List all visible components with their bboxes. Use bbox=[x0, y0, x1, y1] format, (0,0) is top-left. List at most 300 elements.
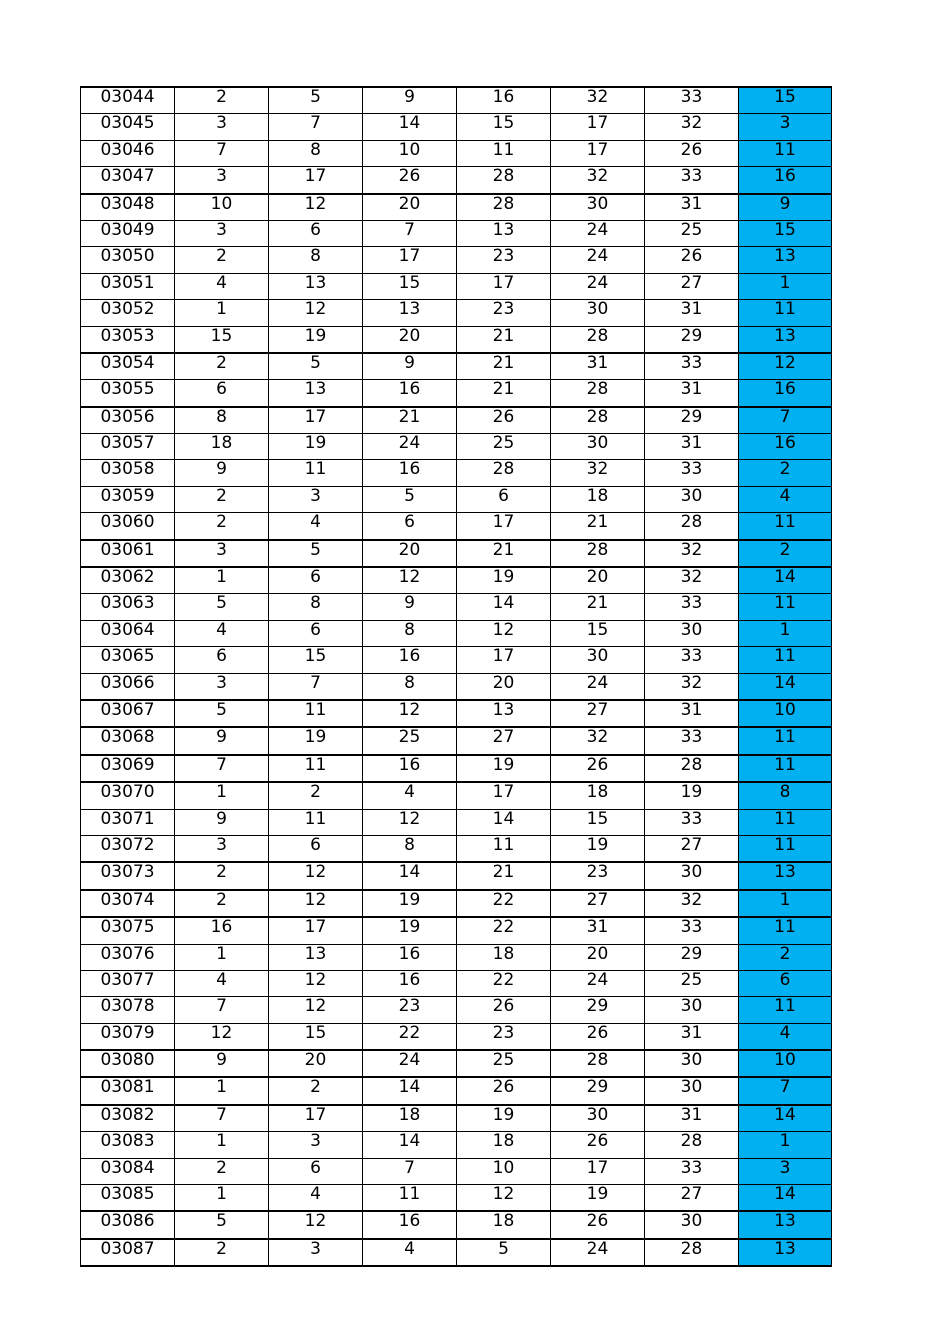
number-6-cell: 30 bbox=[645, 620, 739, 646]
number-6-cell: 28 bbox=[645, 1132, 739, 1158]
bonus-number-cell: 1 bbox=[739, 620, 832, 646]
number-6-cell: 30 bbox=[645, 862, 739, 889]
number-2-cell: 13 bbox=[269, 944, 363, 970]
number-4-cell: 11 bbox=[457, 835, 551, 862]
table-row bbox=[81, 87, 832, 114]
number-2-cell: 8 bbox=[269, 140, 363, 166]
table-row bbox=[81, 513, 832, 540]
number-6-cell: 31 bbox=[645, 1023, 739, 1050]
number-5-cell: 24 bbox=[551, 220, 645, 246]
number-3-cell: 12 bbox=[363, 567, 457, 594]
issue-number-cell: 03058 bbox=[81, 460, 175, 486]
number-3-cell: 13 bbox=[363, 300, 457, 326]
number-1-cell: 3 bbox=[175, 540, 269, 567]
number-4-cell: 17 bbox=[457, 273, 551, 299]
number-4-cell: 22 bbox=[457, 970, 551, 996]
number-5-cell: 26 bbox=[551, 1211, 645, 1238]
number-3-cell: 20 bbox=[363, 540, 457, 567]
issue-number-cell: 03082 bbox=[81, 1105, 175, 1132]
number-6-cell: 26 bbox=[645, 247, 739, 273]
number-6-cell: 31 bbox=[645, 194, 739, 221]
number-6-cell: 32 bbox=[645, 540, 739, 567]
issue-number-cell: 03066 bbox=[81, 673, 175, 700]
issue-number-cell: 03053 bbox=[81, 326, 175, 353]
issue-number-cell: 03047 bbox=[81, 167, 175, 194]
table-row bbox=[81, 486, 832, 512]
bonus-number-cell: 1 bbox=[739, 1132, 832, 1158]
number-2-cell: 19 bbox=[269, 434, 363, 460]
number-2-cell: 7 bbox=[269, 114, 363, 140]
number-1-cell: 10 bbox=[175, 194, 269, 221]
table-row bbox=[81, 997, 832, 1023]
number-5-cell: 28 bbox=[551, 380, 645, 407]
bonus-number-cell: 13 bbox=[739, 326, 832, 353]
number-1-cell: 15 bbox=[175, 326, 269, 353]
number-1-cell: 9 bbox=[175, 1050, 269, 1077]
number-4-cell: 25 bbox=[457, 1050, 551, 1077]
number-1-cell: 1 bbox=[175, 300, 269, 326]
bonus-number-cell: 11 bbox=[739, 809, 832, 835]
number-3-cell: 12 bbox=[363, 809, 457, 835]
number-4-cell: 18 bbox=[457, 1211, 551, 1238]
number-3-cell: 19 bbox=[363, 917, 457, 944]
table-row bbox=[81, 809, 832, 835]
number-4-cell: 26 bbox=[457, 997, 551, 1023]
number-3-cell: 6 bbox=[363, 513, 457, 540]
number-3-cell: 15 bbox=[363, 273, 457, 299]
bonus-number-cell: 2 bbox=[739, 460, 832, 486]
issue-number-cell: 03046 bbox=[81, 140, 175, 166]
issue-number-cell: 03086 bbox=[81, 1211, 175, 1238]
number-5-cell: 29 bbox=[551, 997, 645, 1023]
number-1-cell: 16 bbox=[175, 917, 269, 944]
table-row bbox=[81, 434, 832, 460]
number-6-cell: 27 bbox=[645, 273, 739, 299]
number-1-cell: 9 bbox=[175, 460, 269, 486]
table-row bbox=[81, 755, 832, 782]
number-5-cell: 26 bbox=[551, 1023, 645, 1050]
number-4-cell: 14 bbox=[457, 809, 551, 835]
number-5-cell: 18 bbox=[551, 782, 645, 809]
number-5-cell: 21 bbox=[551, 513, 645, 540]
number-5-cell: 20 bbox=[551, 944, 645, 970]
number-4-cell: 19 bbox=[457, 567, 551, 594]
bonus-number-cell: 11 bbox=[739, 755, 832, 782]
issue-number-cell: 03083 bbox=[81, 1132, 175, 1158]
issue-number-cell: 03045 bbox=[81, 114, 175, 140]
number-6-cell: 28 bbox=[645, 513, 739, 540]
issue-number-cell: 03044 bbox=[81, 87, 175, 114]
number-4-cell: 28 bbox=[457, 194, 551, 221]
number-3-cell: 20 bbox=[363, 194, 457, 221]
number-5-cell: 30 bbox=[551, 647, 645, 673]
issue-number-cell: 03071 bbox=[81, 809, 175, 835]
issue-number-cell: 03075 bbox=[81, 917, 175, 944]
number-1-cell: 5 bbox=[175, 594, 269, 620]
issue-number-cell: 03056 bbox=[81, 407, 175, 434]
table-row bbox=[81, 540, 832, 567]
issue-number-cell: 03064 bbox=[81, 620, 175, 646]
table-row bbox=[81, 1158, 832, 1184]
number-1-cell: 4 bbox=[175, 273, 269, 299]
number-3-cell: 16 bbox=[363, 944, 457, 970]
number-1-cell: 6 bbox=[175, 380, 269, 407]
table-row bbox=[81, 594, 832, 620]
number-3-cell: 14 bbox=[363, 114, 457, 140]
number-4-cell: 17 bbox=[457, 513, 551, 540]
number-1-cell: 1 bbox=[175, 567, 269, 594]
number-1-cell: 3 bbox=[175, 114, 269, 140]
table-row bbox=[81, 1132, 832, 1158]
number-2-cell: 12 bbox=[269, 862, 363, 889]
number-6-cell: 27 bbox=[645, 835, 739, 862]
issue-number-cell: 03048 bbox=[81, 194, 175, 221]
bonus-number-cell: 13 bbox=[739, 862, 832, 889]
number-5-cell: 30 bbox=[551, 194, 645, 221]
number-1-cell: 3 bbox=[175, 673, 269, 700]
number-4-cell: 28 bbox=[457, 167, 551, 194]
number-1-cell: 4 bbox=[175, 620, 269, 646]
number-6-cell: 31 bbox=[645, 700, 739, 727]
number-2-cell: 11 bbox=[269, 809, 363, 835]
issue-number-cell: 03059 bbox=[81, 486, 175, 512]
number-5-cell: 26 bbox=[551, 755, 645, 782]
issue-number-cell: 03061 bbox=[81, 540, 175, 567]
number-6-cell: 33 bbox=[645, 460, 739, 486]
issue-number-cell: 03069 bbox=[81, 755, 175, 782]
bonus-number-cell: 16 bbox=[739, 434, 832, 460]
number-3-cell: 16 bbox=[363, 1211, 457, 1238]
number-1-cell: 18 bbox=[175, 434, 269, 460]
number-3-cell: 9 bbox=[363, 594, 457, 620]
table-row bbox=[81, 890, 832, 917]
number-1-cell: 5 bbox=[175, 700, 269, 727]
bonus-number-cell: 9 bbox=[739, 194, 832, 221]
number-5-cell: 24 bbox=[551, 673, 645, 700]
bonus-number-cell: 13 bbox=[739, 247, 832, 273]
number-3-cell: 24 bbox=[363, 1050, 457, 1077]
number-2-cell: 7 bbox=[269, 673, 363, 700]
number-2-cell: 4 bbox=[269, 1185, 363, 1212]
bonus-number-cell: 13 bbox=[739, 1211, 832, 1238]
table-row bbox=[81, 700, 832, 727]
number-3-cell: 16 bbox=[363, 647, 457, 673]
number-1-cell: 2 bbox=[175, 862, 269, 889]
table-row bbox=[81, 407, 832, 434]
number-6-cell: 31 bbox=[645, 380, 739, 407]
bonus-number-cell: 11 bbox=[739, 727, 832, 754]
number-2-cell: 20 bbox=[269, 1050, 363, 1077]
number-1-cell: 1 bbox=[175, 1077, 269, 1104]
number-1-cell: 5 bbox=[175, 1211, 269, 1238]
number-1-cell: 7 bbox=[175, 1105, 269, 1132]
number-4-cell: 21 bbox=[457, 326, 551, 353]
number-5-cell: 30 bbox=[551, 434, 645, 460]
bonus-number-cell: 1 bbox=[739, 273, 832, 299]
number-5-cell: 20 bbox=[551, 567, 645, 594]
number-1-cell: 6 bbox=[175, 647, 269, 673]
bonus-number-cell: 4 bbox=[739, 1023, 832, 1050]
number-4-cell: 6 bbox=[457, 486, 551, 512]
bonus-number-cell: 14 bbox=[739, 567, 832, 594]
number-1-cell: 12 bbox=[175, 1023, 269, 1050]
issue-number-cell: 03067 bbox=[81, 700, 175, 727]
number-4-cell: 23 bbox=[457, 1023, 551, 1050]
number-5-cell: 32 bbox=[551, 87, 645, 114]
number-4-cell: 21 bbox=[457, 540, 551, 567]
number-3-cell: 8 bbox=[363, 673, 457, 700]
number-2-cell: 11 bbox=[269, 755, 363, 782]
table-row bbox=[81, 460, 832, 486]
number-4-cell: 18 bbox=[457, 1132, 551, 1158]
number-4-cell: 23 bbox=[457, 247, 551, 273]
number-6-cell: 32 bbox=[645, 890, 739, 917]
number-4-cell: 14 bbox=[457, 594, 551, 620]
issue-number-cell: 03057 bbox=[81, 434, 175, 460]
number-2-cell: 12 bbox=[269, 1211, 363, 1238]
number-5-cell: 31 bbox=[551, 353, 645, 380]
number-2-cell: 17 bbox=[269, 1105, 363, 1132]
issue-number-cell: 03068 bbox=[81, 727, 175, 754]
issue-number-cell: 03079 bbox=[81, 1023, 175, 1050]
number-3-cell: 10 bbox=[363, 140, 457, 166]
issue-number-cell: 03073 bbox=[81, 862, 175, 889]
table-row bbox=[81, 114, 832, 140]
bonus-number-cell: 11 bbox=[739, 647, 832, 673]
bonus-number-cell: 13 bbox=[739, 1239, 832, 1266]
bonus-number-cell: 3 bbox=[739, 1158, 832, 1184]
table-body bbox=[81, 87, 832, 1266]
issue-number-cell: 03054 bbox=[81, 353, 175, 380]
bonus-number-cell: 16 bbox=[739, 380, 832, 407]
number-5-cell: 28 bbox=[551, 1050, 645, 1077]
table-row bbox=[81, 1185, 832, 1212]
number-6-cell: 33 bbox=[645, 647, 739, 673]
number-6-cell: 31 bbox=[645, 300, 739, 326]
issue-number-cell: 03084 bbox=[81, 1158, 175, 1184]
number-3-cell: 5 bbox=[363, 486, 457, 512]
issue-number-cell: 03085 bbox=[81, 1185, 175, 1212]
bonus-number-cell: 11 bbox=[739, 140, 832, 166]
number-2-cell: 3 bbox=[269, 486, 363, 512]
number-3-cell: 24 bbox=[363, 434, 457, 460]
number-1-cell: 2 bbox=[175, 890, 269, 917]
number-3-cell: 7 bbox=[363, 220, 457, 246]
number-4-cell: 17 bbox=[457, 782, 551, 809]
number-3-cell: 14 bbox=[363, 1077, 457, 1104]
number-4-cell: 19 bbox=[457, 1105, 551, 1132]
number-5-cell: 24 bbox=[551, 970, 645, 996]
number-5-cell: 15 bbox=[551, 620, 645, 646]
number-2-cell: 4 bbox=[269, 513, 363, 540]
number-6-cell: 30 bbox=[645, 997, 739, 1023]
number-2-cell: 12 bbox=[269, 300, 363, 326]
number-2-cell: 5 bbox=[269, 540, 363, 567]
number-6-cell: 30 bbox=[645, 1050, 739, 1077]
number-2-cell: 13 bbox=[269, 273, 363, 299]
issue-number-cell: 03081 bbox=[81, 1077, 175, 1104]
number-6-cell: 33 bbox=[645, 594, 739, 620]
issue-number-cell: 03063 bbox=[81, 594, 175, 620]
table-row bbox=[81, 567, 832, 594]
bonus-number-cell: 15 bbox=[739, 220, 832, 246]
issue-number-cell: 03051 bbox=[81, 273, 175, 299]
number-4-cell: 21 bbox=[457, 353, 551, 380]
number-1-cell: 2 bbox=[175, 1158, 269, 1184]
table-row bbox=[81, 194, 832, 221]
table-row bbox=[81, 1050, 832, 1077]
number-6-cell: 32 bbox=[645, 114, 739, 140]
issue-number-cell: 03049 bbox=[81, 220, 175, 246]
number-5-cell: 32 bbox=[551, 167, 645, 194]
number-5-cell: 15 bbox=[551, 809, 645, 835]
table-row bbox=[81, 1077, 832, 1104]
bonus-number-cell: 7 bbox=[739, 407, 832, 434]
bonus-number-cell: 11 bbox=[739, 835, 832, 862]
bonus-number-cell: 8 bbox=[739, 782, 832, 809]
number-6-cell: 29 bbox=[645, 944, 739, 970]
number-1-cell: 1 bbox=[175, 1185, 269, 1212]
number-3-cell: 12 bbox=[363, 700, 457, 727]
number-4-cell: 25 bbox=[457, 434, 551, 460]
number-3-cell: 25 bbox=[363, 727, 457, 754]
table-row bbox=[81, 1211, 832, 1238]
number-4-cell: 21 bbox=[457, 862, 551, 889]
number-2-cell: 17 bbox=[269, 167, 363, 194]
number-2-cell: 5 bbox=[269, 87, 363, 114]
issue-number-cell: 03076 bbox=[81, 944, 175, 970]
issue-number-cell: 03055 bbox=[81, 380, 175, 407]
number-3-cell: 19 bbox=[363, 890, 457, 917]
number-3-cell: 16 bbox=[363, 460, 457, 486]
number-5-cell: 28 bbox=[551, 326, 645, 353]
number-2-cell: 15 bbox=[269, 647, 363, 673]
number-6-cell: 27 bbox=[645, 1185, 739, 1212]
number-1-cell: 2 bbox=[175, 247, 269, 273]
bonus-number-cell: 7 bbox=[739, 1077, 832, 1104]
table-row bbox=[81, 247, 832, 273]
number-2-cell: 6 bbox=[269, 567, 363, 594]
number-6-cell: 31 bbox=[645, 1105, 739, 1132]
bonus-number-cell: 1 bbox=[739, 890, 832, 917]
table-row bbox=[81, 380, 832, 407]
issue-number-cell: 03060 bbox=[81, 513, 175, 540]
number-3-cell: 8 bbox=[363, 620, 457, 646]
bonus-number-cell: 14 bbox=[739, 1105, 832, 1132]
table-row bbox=[81, 862, 832, 889]
number-3-cell: 16 bbox=[363, 970, 457, 996]
issue-number-cell: 03072 bbox=[81, 835, 175, 862]
number-5-cell: 24 bbox=[551, 247, 645, 273]
number-3-cell: 7 bbox=[363, 1158, 457, 1184]
issue-number-cell: 03070 bbox=[81, 782, 175, 809]
issue-number-cell: 03078 bbox=[81, 997, 175, 1023]
number-2-cell: 11 bbox=[269, 700, 363, 727]
number-6-cell: 33 bbox=[645, 809, 739, 835]
bonus-number-cell: 11 bbox=[739, 513, 832, 540]
number-4-cell: 27 bbox=[457, 727, 551, 754]
table-row bbox=[81, 970, 832, 996]
number-2-cell: 17 bbox=[269, 917, 363, 944]
number-1-cell: 2 bbox=[175, 353, 269, 380]
number-3-cell: 26 bbox=[363, 167, 457, 194]
number-5-cell: 26 bbox=[551, 1132, 645, 1158]
number-1-cell: 2 bbox=[175, 513, 269, 540]
table-row bbox=[81, 1023, 832, 1050]
number-3-cell: 9 bbox=[363, 353, 457, 380]
issue-number-cell: 03062 bbox=[81, 567, 175, 594]
bonus-number-cell: 11 bbox=[739, 997, 832, 1023]
number-6-cell: 31 bbox=[645, 434, 739, 460]
table-row bbox=[81, 1105, 832, 1132]
number-6-cell: 29 bbox=[645, 407, 739, 434]
number-1-cell: 3 bbox=[175, 220, 269, 246]
number-6-cell: 33 bbox=[645, 917, 739, 944]
issue-number-cell: 03050 bbox=[81, 247, 175, 273]
number-2-cell: 12 bbox=[269, 970, 363, 996]
table-row bbox=[81, 167, 832, 194]
table-row bbox=[81, 220, 832, 246]
issue-number-cell: 03052 bbox=[81, 300, 175, 326]
number-2-cell: 3 bbox=[269, 1132, 363, 1158]
bonus-number-cell: 4 bbox=[739, 486, 832, 512]
number-2-cell: 12 bbox=[269, 194, 363, 221]
number-4-cell: 17 bbox=[457, 647, 551, 673]
number-3-cell: 18 bbox=[363, 1105, 457, 1132]
number-4-cell: 19 bbox=[457, 755, 551, 782]
number-6-cell: 25 bbox=[645, 220, 739, 246]
number-1-cell: 7 bbox=[175, 140, 269, 166]
number-4-cell: 26 bbox=[457, 407, 551, 434]
number-5-cell: 21 bbox=[551, 594, 645, 620]
number-6-cell: 30 bbox=[645, 486, 739, 512]
number-4-cell: 22 bbox=[457, 890, 551, 917]
number-5-cell: 23 bbox=[551, 862, 645, 889]
number-4-cell: 26 bbox=[457, 1077, 551, 1104]
number-6-cell: 26 bbox=[645, 140, 739, 166]
bonus-number-cell: 14 bbox=[739, 673, 832, 700]
number-5-cell: 27 bbox=[551, 890, 645, 917]
issue-number-cell: 03074 bbox=[81, 890, 175, 917]
number-1-cell: 3 bbox=[175, 167, 269, 194]
table-row bbox=[81, 300, 832, 326]
number-4-cell: 16 bbox=[457, 87, 551, 114]
number-6-cell: 30 bbox=[645, 1211, 739, 1238]
issue-number-cell: 03080 bbox=[81, 1050, 175, 1077]
table-row bbox=[81, 727, 832, 754]
number-4-cell: 13 bbox=[457, 220, 551, 246]
bonus-number-cell: 12 bbox=[739, 353, 832, 380]
number-2-cell: 15 bbox=[269, 1023, 363, 1050]
number-5-cell: 17 bbox=[551, 114, 645, 140]
table-row bbox=[81, 140, 832, 166]
number-3-cell: 14 bbox=[363, 1132, 457, 1158]
number-5-cell: 28 bbox=[551, 540, 645, 567]
number-3-cell: 14 bbox=[363, 862, 457, 889]
number-3-cell: 4 bbox=[363, 782, 457, 809]
number-4-cell: 5 bbox=[457, 1239, 551, 1266]
number-4-cell: 15 bbox=[457, 114, 551, 140]
number-1-cell: 1 bbox=[175, 944, 269, 970]
table-row bbox=[81, 620, 832, 646]
number-4-cell: 13 bbox=[457, 700, 551, 727]
number-2-cell: 2 bbox=[269, 1077, 363, 1104]
number-2-cell: 17 bbox=[269, 407, 363, 434]
table-row bbox=[81, 647, 832, 673]
number-5-cell: 19 bbox=[551, 1185, 645, 1212]
bonus-number-cell: 16 bbox=[739, 167, 832, 194]
number-1-cell: 2 bbox=[175, 486, 269, 512]
